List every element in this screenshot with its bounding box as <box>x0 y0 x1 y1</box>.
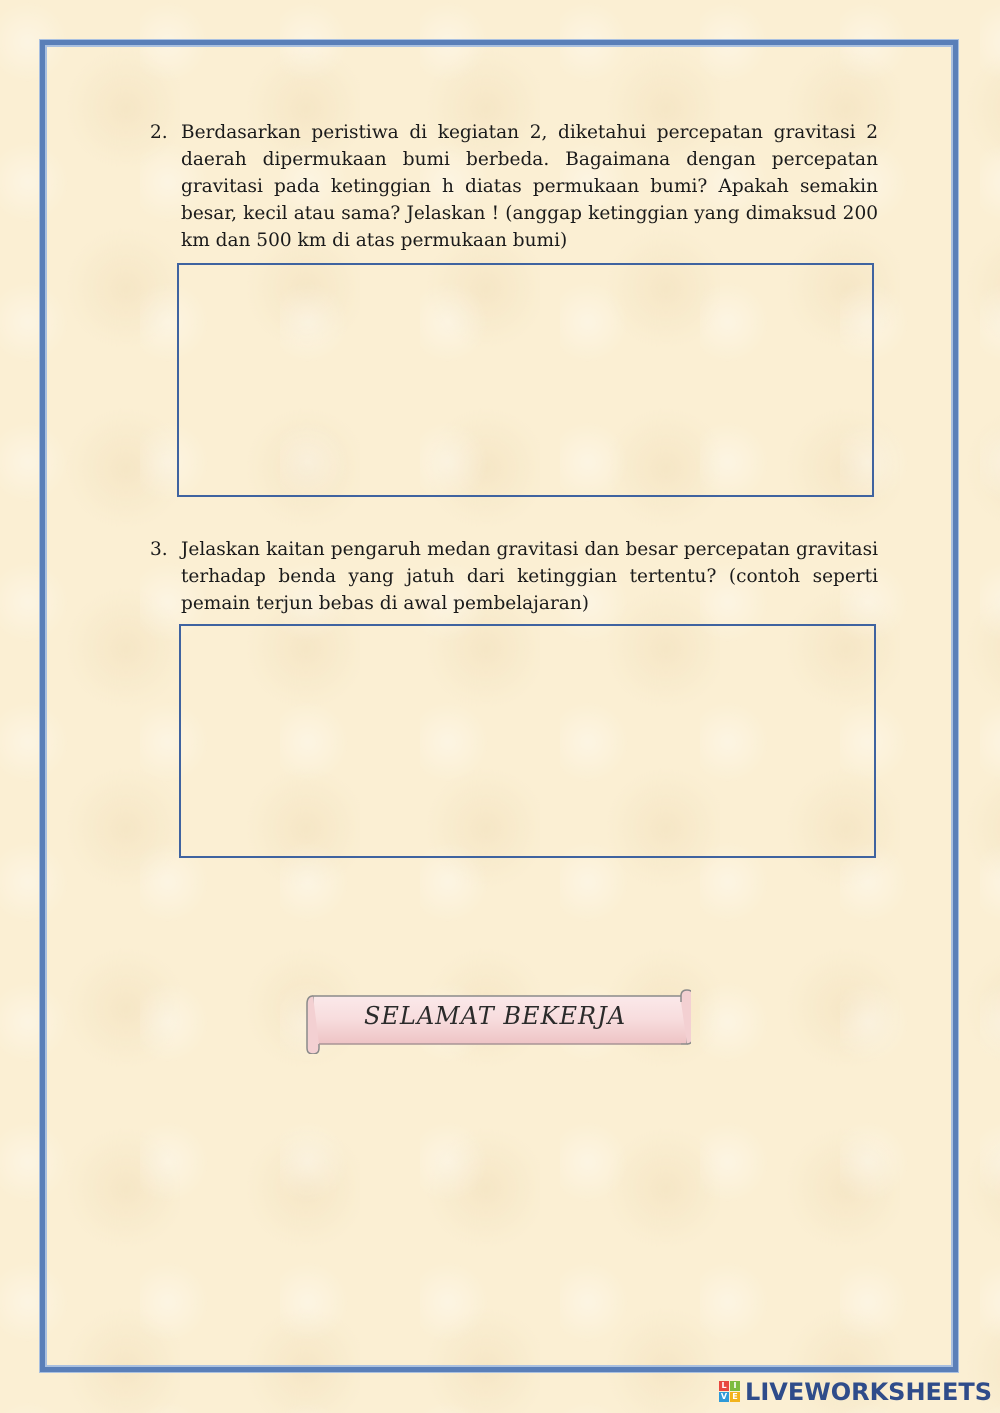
question-3-number: 3. <box>150 539 168 560</box>
closing-banner-text: SELAMAT BEKERJA <box>363 1002 627 1030</box>
question-2-text: Berdasarkan peristiwa di kegiatan 2, diketahui percepatan gravitasi 2 daerah dipermukaan bumi berbeda. Bagaimana dengan percepatan gravitasi pada ketinggian h diatas permukaan bumi? Apakah semakin besar, kecil atau sama? Jelaskan ! (anggap ketinggian yang dimaksud 200 km dan 500 km di atas permukaan bumi) <box>181 122 878 251</box>
liveworksheets-brand <box>719 1377 992 1407</box>
question-2-number: 2. <box>150 122 168 143</box>
answer-box-question-2[interactable] <box>177 263 874 497</box>
question-3 <box>150 536 878 617</box>
question-3-text: Jelaskan kaitan pengaruh medan gravitasi dan besar percepatan gravitasi terhadap benda yang jatuh dari ketinggian tertentu? (contoh seperti pemain terjun bebas di awal pembelajaran) <box>181 539 878 614</box>
liveworksheets-logo-icon: L I V E <box>719 1381 741 1403</box>
answer-box-question-3[interactable] <box>179 624 876 858</box>
closing-banner <box>305 988 691 1054</box>
liveworksheets-wordmark: LIVEWORKSHEETS <box>745 1378 992 1406</box>
question-2 <box>150 119 878 254</box>
